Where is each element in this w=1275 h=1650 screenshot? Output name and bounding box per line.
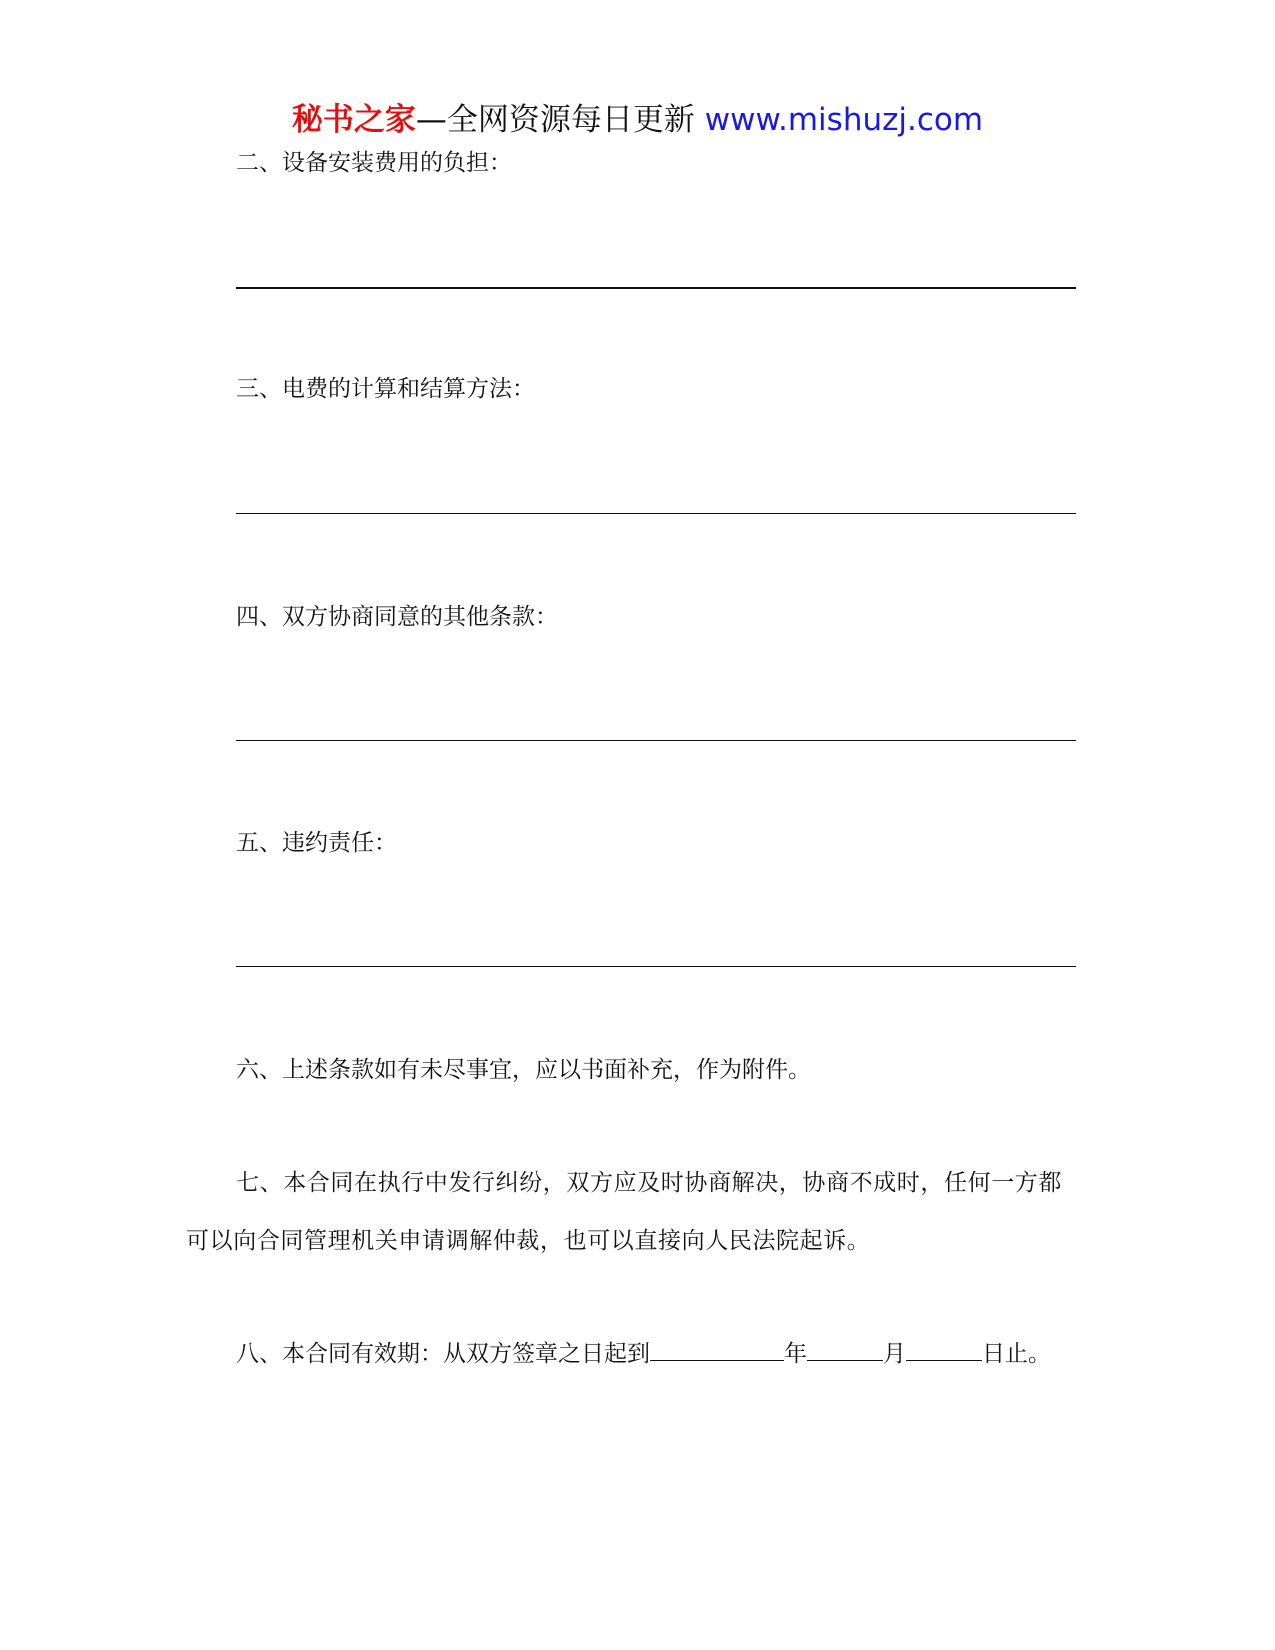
site-url: www.mishuzj.com	[704, 102, 984, 138]
clause-5: 五、违约责任：	[236, 830, 397, 856]
blank-day	[906, 1338, 982, 1361]
clause-8-prefix: 八、本合同有效期：从双方签章之日起到	[236, 1341, 650, 1367]
clause-2: 二、设备安装费用的负担：	[236, 150, 512, 176]
site-header	[0, 100, 1275, 140]
blank-year	[650, 1338, 784, 1361]
brand-name: 秘书之家	[291, 102, 416, 138]
clause-8-year: 年	[784, 1341, 807, 1367]
clause-8-month: 月	[883, 1341, 906, 1367]
fill-line-clause-5	[236, 966, 1076, 967]
clause-8	[236, 1338, 1051, 1369]
clause-8-day-end: 日止。	[982, 1341, 1051, 1367]
header-slogan: —全网资源每日更新	[415, 102, 705, 138]
clause-3: 三、电费的计算和结算方法：	[236, 376, 535, 402]
clause-6: 六、上述条款如有未尽事宜，应以书面补充，作为附件。	[236, 1057, 811, 1083]
clause-7: 七、本合同在执行中发行纠纷，双方应及时协商解决，协商不成时，任何一方都可以向合同管理机关申请调解仲裁，也可以直接向人民法院起诉。	[186, 1170, 1062, 1254]
clause-4: 四、双方协商同意的其他条款：	[236, 604, 558, 630]
fill-line-clause-3	[236, 513, 1076, 514]
fill-line-clause-2	[236, 287, 1076, 289]
fill-line-clause-4	[236, 740, 1076, 741]
blank-month	[807, 1338, 883, 1361]
